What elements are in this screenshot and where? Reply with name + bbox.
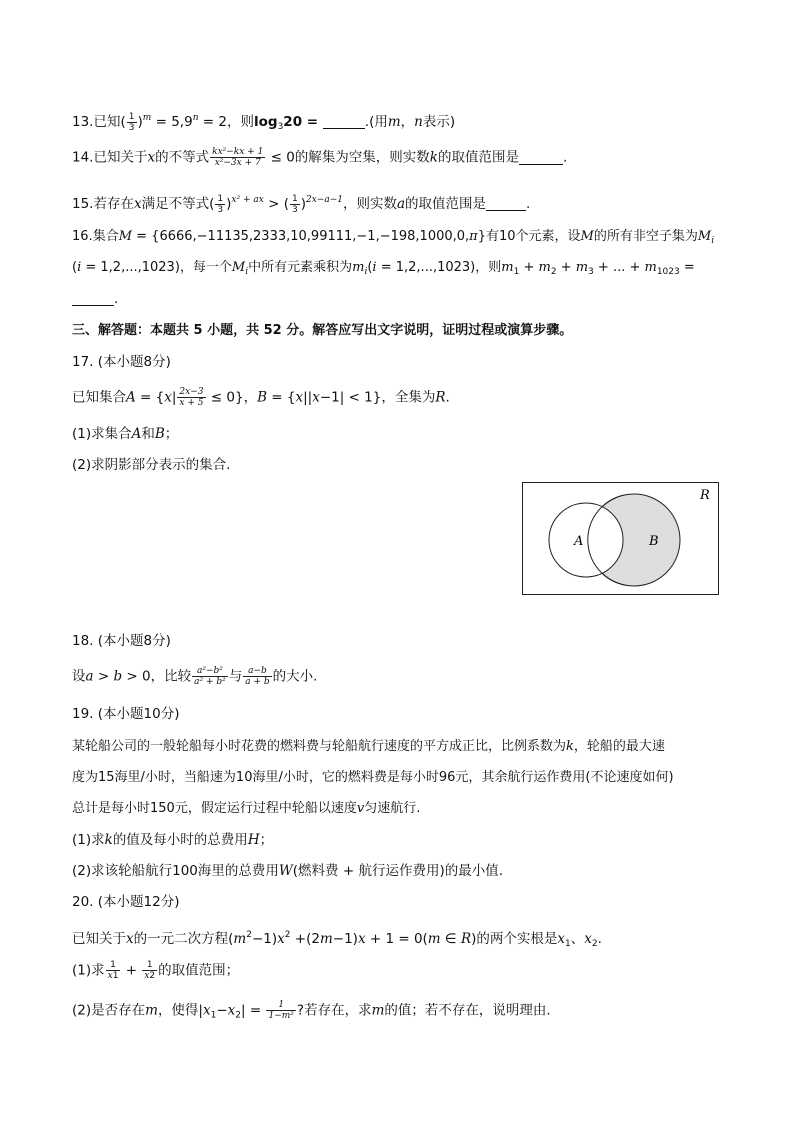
fraction-set-a: $\frac{2x-3}{x + 5}$ [179, 387, 204, 408]
label-r: R [700, 488, 710, 503]
question-20-header: 20. (本小题12分) [72, 894, 180, 910]
question-20-part-2: (2)是否存在m，使得$|x_1-x_2|$ = $\frac{1}{\text{1−m²}}$ ?若存在，求m的值；若不存在，说明理由. [72, 1000, 551, 1021]
fraction-one-third: $\frac{1}{3}$ [128, 111, 135, 133]
question-20-body: 已知关于x的一元二次方程$(m^2-1)x^2 +(2m-1)x + 1 = 0(m$ ∈ R)的两个实根是$x_1$、$x_2$. [72, 930, 602, 949]
answer-blank [519, 150, 563, 165]
question-15: 15.若存在x满足不等式( $\frac{1}{3}$ )$^{x^2 + ax}$ > ( $\frac{1}{3}$ )$^{2x-a-1}$，则实数a的取值范围是 . [72, 193, 531, 215]
question-19-line-2: 度为15海里/小时，当船速为10海里/小时，它的燃料费是每小时96元，其余航行运作费用(不论速度如何) [72, 770, 674, 785]
question-19-line-3: 总计是每小时150元，假定运行过程中轮船以速度v匀速航行. [72, 801, 421, 816]
venn-diagram [522, 482, 720, 597]
answer-blank [486, 196, 526, 211]
question-19-part-2: (2)求该轮船航行100海里的总费用W(燃料费 + 航行运作费用)的最小值. [72, 863, 503, 879]
question-18-header: 18. (本小题8分) [72, 633, 171, 649]
question-20-part-1: (1)求 $\frac{1}{x1}$ + $\frac{1}{x2}$ 的取值范围； [72, 960, 240, 981]
label-a: A [574, 534, 584, 549]
set-a-circle [549, 503, 623, 577]
section-3-heading: 三、解答题：本题共 5 小题，共 52 分。解答应写出文字说明，证明过程或演算步骤。 [72, 323, 573, 338]
question-16-line-2: (i = 1,2,...,1023)，每一个$M_i$中所有元素乘积为$m_i(i = 1,2,...,1023)$，则$m_1 + m_2 + m_3$ + ... + $m_{1023}$ = [72, 260, 695, 277]
question-16-line-1: 16.集合M = {6666,−11135,2333,10,99111,−1,−198,1000,0,π}有10个元素，设M的所有非空子集为$M_i$ [72, 229, 715, 246]
answer-blank [72, 291, 114, 306]
question-17-part-2: (2)求阴影部分表示的集合. [72, 457, 231, 473]
question-17-header: 17. (本小题8分) [72, 354, 171, 370]
label-b: B [649, 534, 659, 549]
question-19-header: 19. (本小题10分) [72, 706, 180, 722]
question-19-line-1: 某轮船公司的一般轮船每小时花费的燃料费与轮船航行速度的平方成正比，比例系数为k，轮船的最大速 [72, 739, 665, 754]
fraction-difference: $\frac{1}{\text{1−m²}}$ [268, 1000, 294, 1021]
fraction-one-third: $\frac{1}{3}$ [291, 193, 298, 215]
fraction-compare-2: $\frac{a-b}{a + b}$ [245, 666, 270, 687]
question-19-part-1: (1)求k的值及每小时的总费用H； [72, 832, 274, 848]
question-13: 13.已知( $\frac{1}{3}$ )$^m = 5,9^n = 2$，则$\log_320$ = .(用m，n表示) [72, 111, 456, 133]
fraction-inequality: $\frac{\text{kx²−kx + 1}}{\text{x²−3x + 7}}$ [212, 147, 264, 168]
fraction-compare-1: $\frac{\text{a²−b²}}{\text{a² + b²}}$ [194, 666, 226, 687]
question-16-line-3: . [72, 289, 734, 309]
question-14: 14.已知关于x的不等式 $\frac{\text{kx²−kx + 1}}{\text{x²−3x + 7}}$ ≤ 0的解集为空集，则实数k的取值范围是 . [72, 147, 568, 168]
question-18-body: 设a > b > 0，比较 $\frac{\text{a²−b²}}{\text{a² + b²}}$ 与 $\frac{a-b}{a + b}$ 的大小. [72, 666, 318, 687]
fraction-reciprocal-2: $\frac{1}{x2}$ [144, 960, 156, 981]
question-17-part-1: (1)求集合A和B； [72, 426, 179, 442]
fraction-reciprocal-1: $\frac{1}{x1}$ [107, 960, 119, 981]
answer-blank [323, 114, 365, 129]
question-17-body: 已知集合A = {x| $\frac{2x-3}{x + 5}$ ≤ 0}，B = {x||x−1| < 1}，全集为R. [72, 387, 450, 408]
fraction-one-third: $\frac{1}{3}$ [217, 193, 224, 215]
